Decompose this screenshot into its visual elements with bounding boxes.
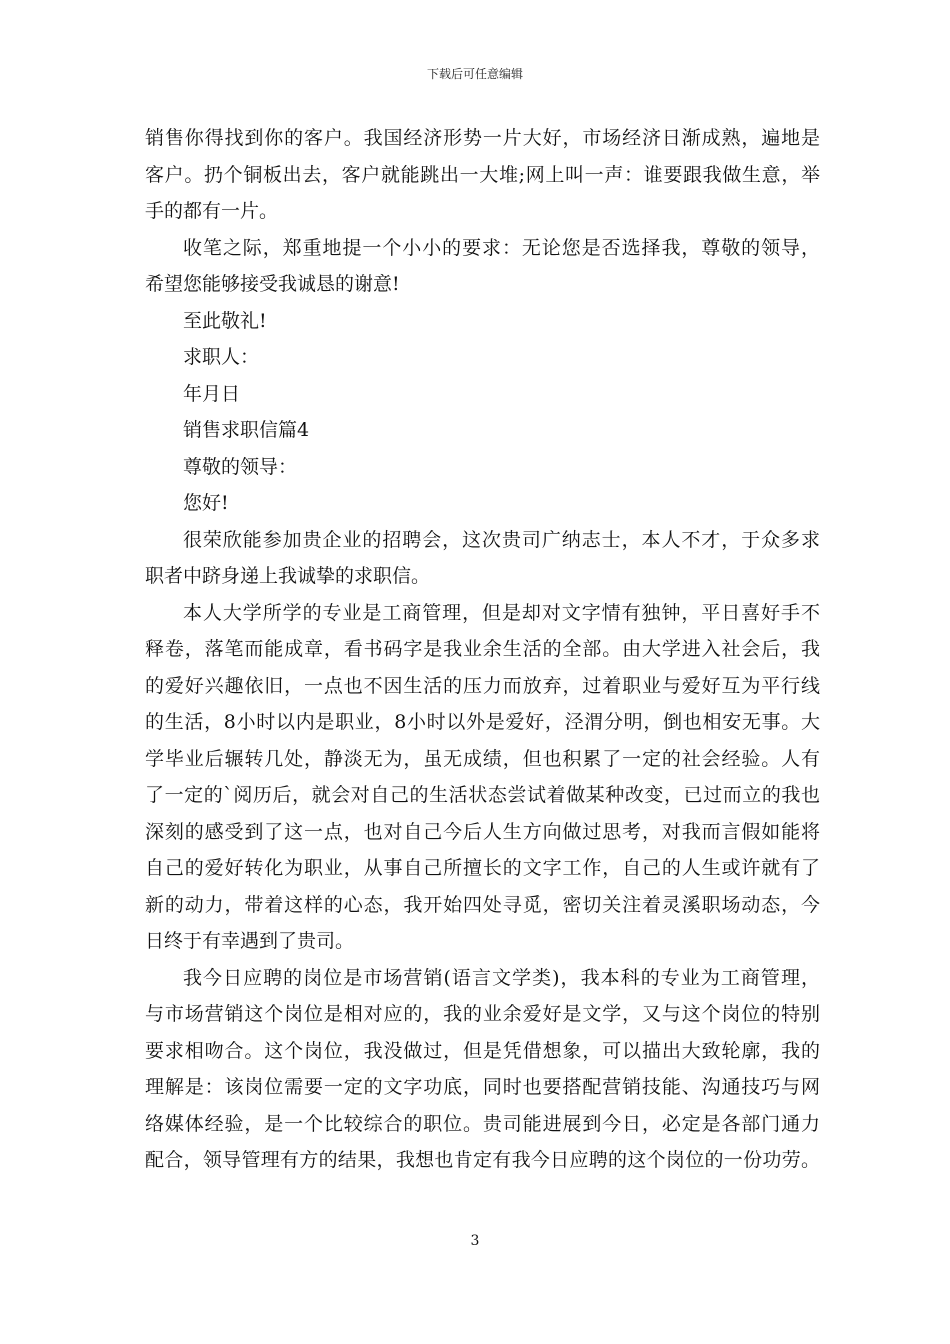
text-line: 希望您能够接受我诚恳的谢意! [145, 273, 400, 295]
text-line: 求职人： [183, 346, 260, 368]
text-line: 要求相吻合。这个岗位，我没做过，但是凭借想象，可以描出大致轮廓，我的 [145, 1039, 820, 1062]
text-line: 释卷，落笔而能成章，看书码字是我业余生活的全部。由大学进入社会后，我 [145, 638, 820, 660]
text-line: 您好! [183, 492, 229, 514]
page-header: 下载后可任意编辑 [426, 67, 523, 81]
text-line: 收笔之际，郑重地提一个小小的要求：无论您是否选择我，尊敬的领导， [183, 236, 820, 259]
text-line: 学毕业后辗转几处，静淡无为，虽无成绩，但也积累了一定的社会经验。人有 [145, 747, 820, 770]
document-body [145, 120, 820, 1179]
text-line: 新的动力，带着这样的心态，我开始四处寻觅，密切关注着灵溪职场动态，今 [145, 893, 820, 916]
text-line: 理解是：该岗位需要一定的文字功底，同时也要搭配营销技能、沟通技巧与网 [145, 1076, 820, 1098]
text-line: 职者中跻身递上我诚挚的求职信。 [145, 565, 431, 587]
text-line: 销售求职信篇4 [183, 419, 310, 441]
page-number: 3 [470, 1233, 480, 1249]
text-line: 络媒体经验，是一个比较综合的职位。贵司能进展到今日，必定是各部门通力 [145, 1112, 820, 1135]
text-line: 销售你得找到你的客户。我国经济形势一片大好，市场经济日渐成熟，遍地是 [145, 127, 820, 149]
text-line: 手的都有一片。 [145, 200, 279, 222]
text-line: 我今日应聘的岗位是市场营销(语言文学类)，我本科的专业为工商管理， [183, 966, 820, 989]
text-line: 与市场营销这个岗位是相对应的，我的业余爱好是文学，又与这个岗位的特别 [145, 1003, 820, 1025]
text-line: 了一定的`阅历后，就会对自己的生活状态尝试着做某种改变，已过而立的我也 [145, 784, 820, 806]
text-line: 深刻的感受到了这一点，也对自己今后人生方向做过思考，对我而言假如能将 [145, 820, 820, 843]
text-line: 本人大学所学的专业是工商管理，但是却对文字情有独钟，平日喜好手不 [183, 601, 820, 624]
text-line: 的爱好兴趣依旧，一点也不因生活的压力而放弃，过着职业与爱好互为平行线 [145, 674, 820, 697]
text-line: 年月日 [183, 382, 241, 405]
text-line: 客户。扔个铜板出去，客户就能跳出一大堆;网上叫一声：谁要跟我做生意，举 [145, 163, 820, 186]
text-line: 至此敬礼! [183, 309, 267, 332]
text-line: 尊敬的领导： [183, 455, 298, 478]
text-line: 配合，领导管理有方的结果，我想也肯定有我今日应聘的这个岗位的一份功劳。 [145, 1149, 820, 1171]
text-line: 自己的爱好转化为职业，从事自己所擅长的文字工作，自己的人生或许就有了 [145, 857, 820, 879]
text-line: 日终于有幸遇到了贵司。 [145, 930, 355, 952]
text-line: 很荣欣能参加贵企业的招聘会，这次贵司广纳志士，本人不才，于众多求 [183, 528, 820, 551]
text-line: 的生活，8小时以内是职业，8小时以外是爱好，泾渭分明，倒也相安无事。大 [145, 711, 820, 733]
